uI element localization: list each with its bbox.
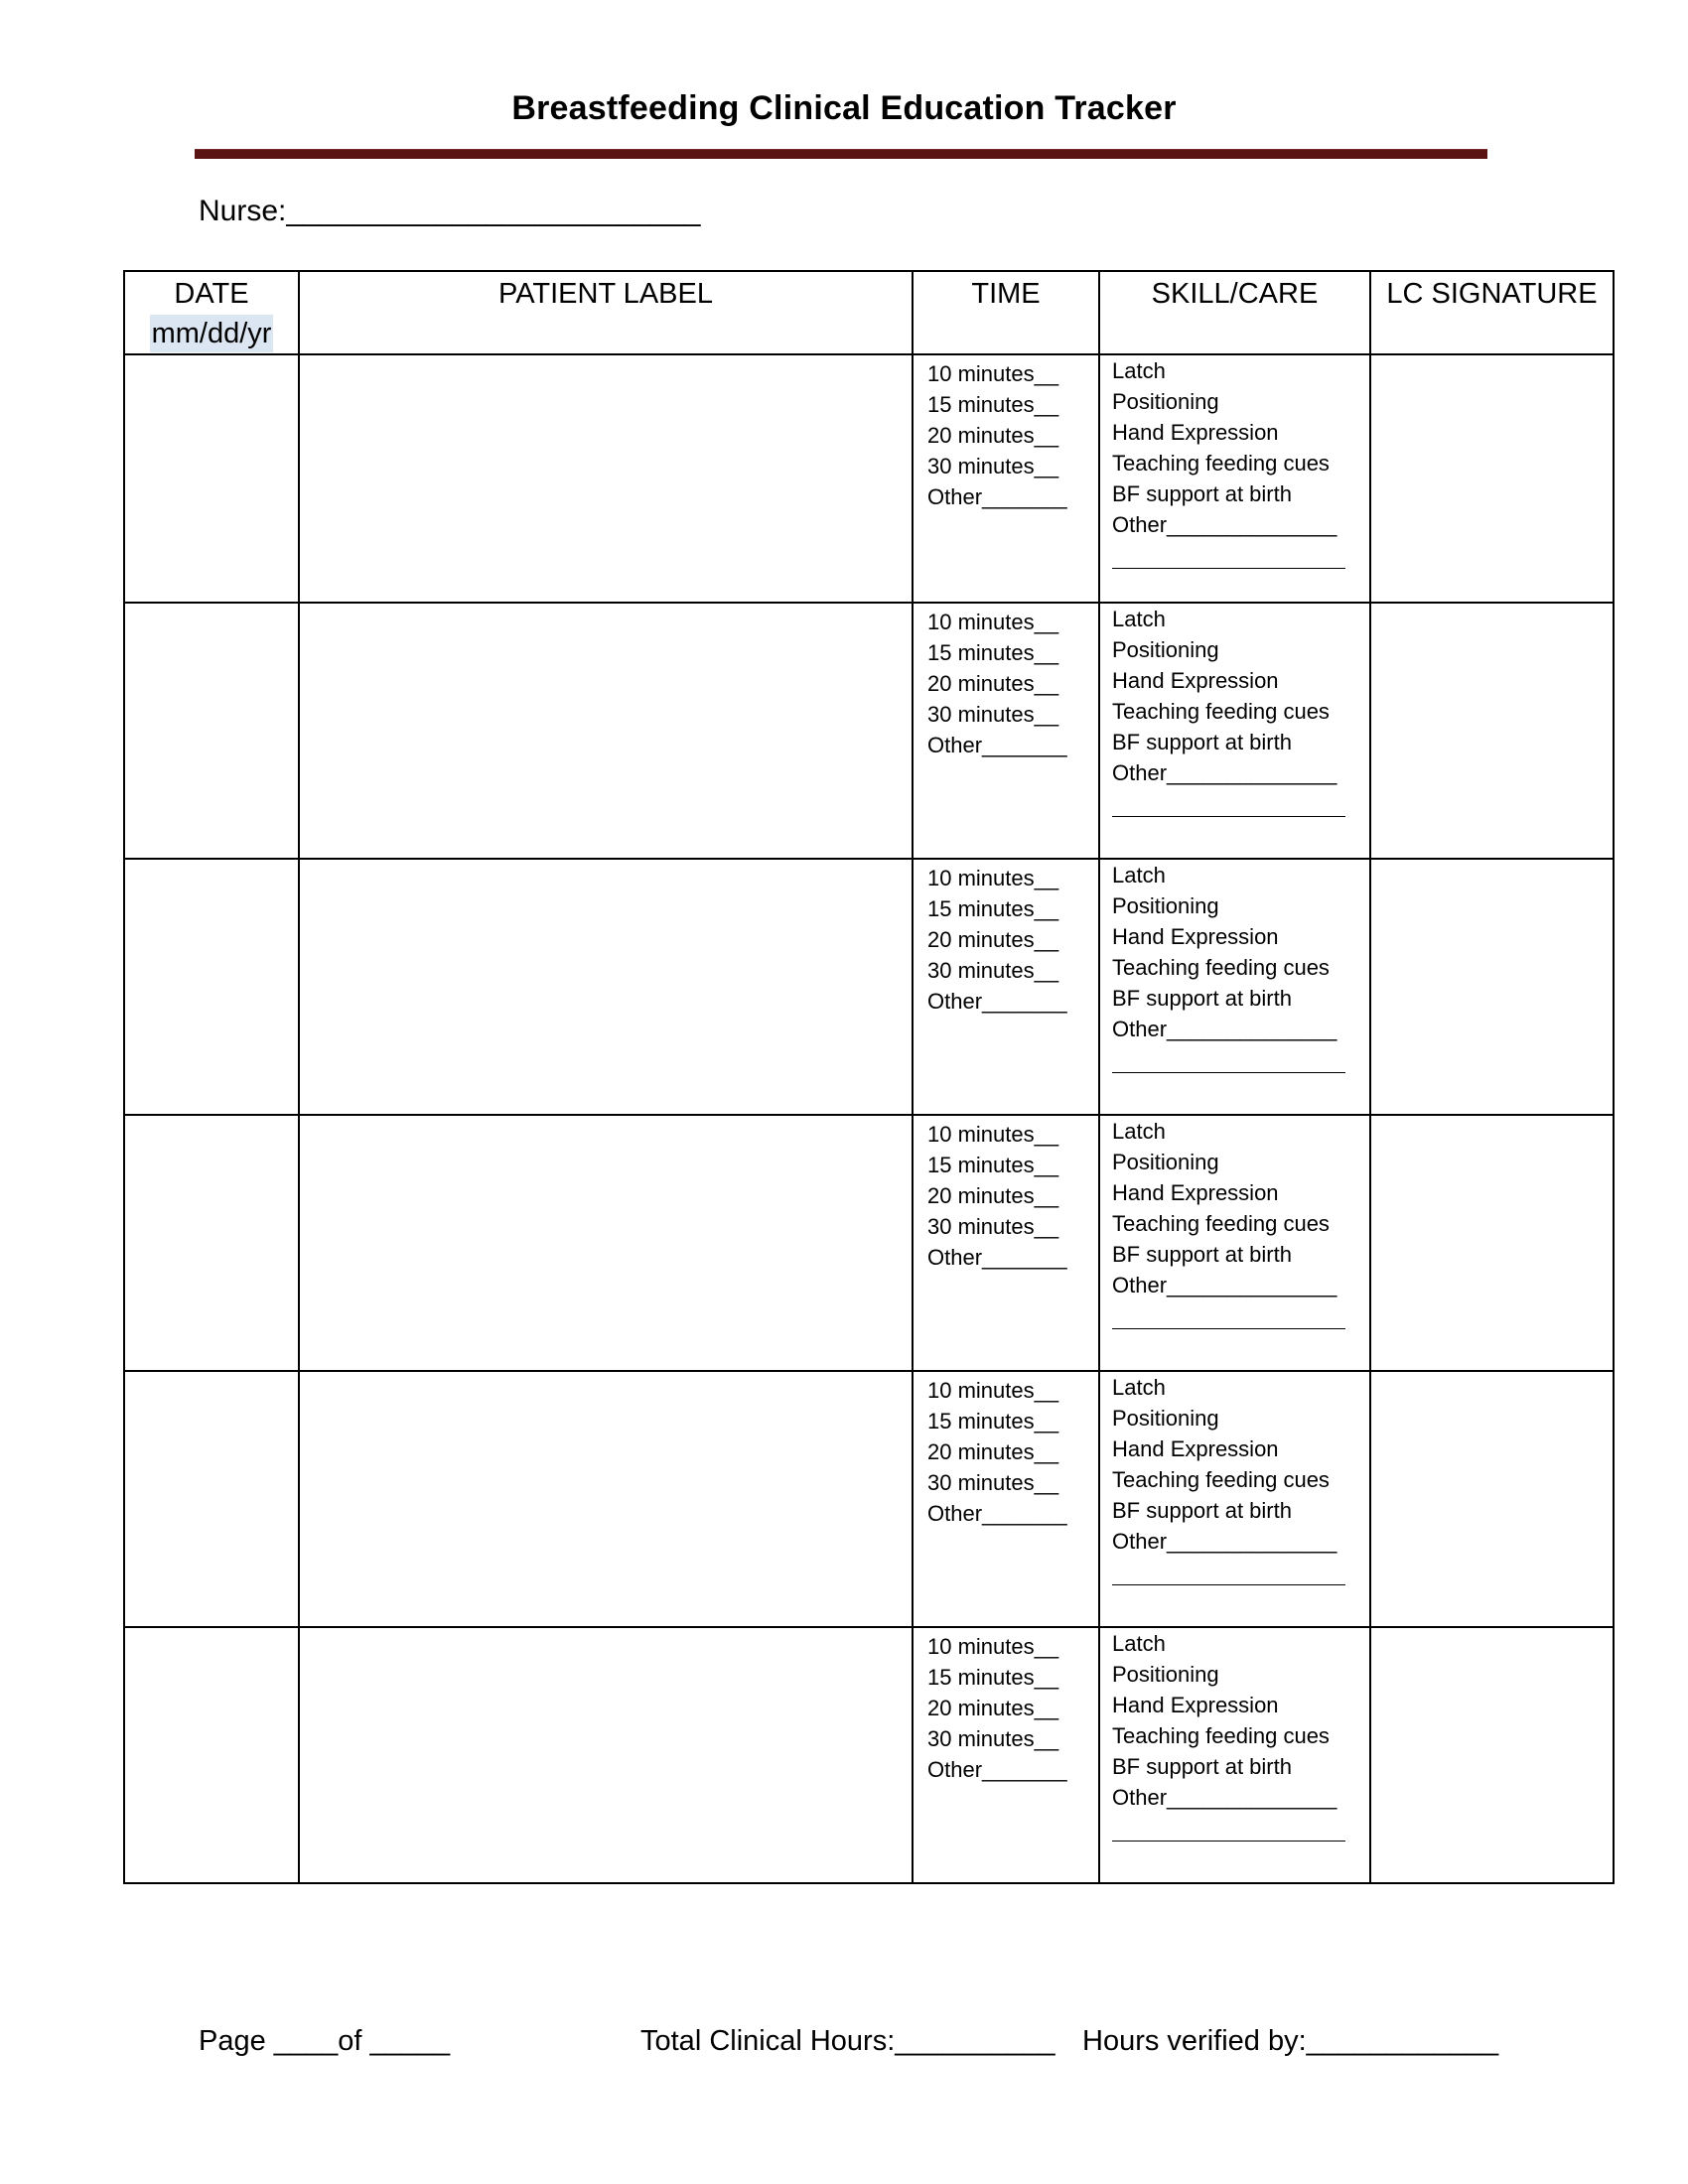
time-option: 15 minutes__: [927, 1409, 1059, 1433]
patient-label-cell[interactable]: [299, 1371, 913, 1627]
time-option: 10 minutes__: [927, 1634, 1059, 1659]
skill-option: Hand Expression: [1112, 1693, 1279, 1717]
header-patient-label: PATIENT LABEL: [299, 271, 913, 354]
skill-option: Latch: [1112, 358, 1166, 383]
date-cell[interactable]: [124, 354, 299, 603]
table-row: [124, 354, 1614, 603]
time-option: 30 minutes__: [927, 454, 1059, 478]
title-underline-rule: [195, 149, 1487, 159]
time-cell[interactable]: [913, 859, 1099, 1115]
skill-option: Teaching feeding cues: [1112, 955, 1330, 980]
page-number-field[interactable]: Page ____of _____: [199, 2025, 451, 2057]
time-option: 20 minutes__: [927, 423, 1059, 448]
skill-option: Latch: [1112, 1119, 1166, 1144]
time-cell[interactable]: [913, 603, 1099, 859]
table-row: [124, 1371, 1614, 1627]
header-date-label: DATE: [174, 278, 249, 310]
time-option: 30 minutes__: [927, 702, 1059, 727]
skill-option: Positioning: [1112, 893, 1219, 918]
time-option: 10 minutes__: [927, 866, 1059, 890]
date-cell[interactable]: [124, 1115, 299, 1371]
date-cell[interactable]: [124, 603, 299, 859]
table-row: [124, 1115, 1614, 1371]
skill-options-list: [1100, 1116, 1369, 1329]
skill-option: BF support at birth: [1112, 481, 1292, 506]
time-cell[interactable]: [913, 1115, 1099, 1371]
skill-option: Positioning: [1112, 1150, 1219, 1174]
lc-signature-cell[interactable]: [1370, 603, 1614, 859]
time-option: 10 minutes__: [927, 610, 1059, 634]
time-cell[interactable]: [913, 1371, 1099, 1627]
header-date: [124, 271, 299, 354]
date-cell[interactable]: [124, 1371, 299, 1627]
lc-signature-cell[interactable]: [1370, 859, 1614, 1115]
skill-options-list: [1100, 1372, 1369, 1585]
time-option: 15 minutes__: [927, 896, 1059, 921]
skill-other-blank-line: [1112, 1817, 1345, 1842]
skill-other-blank-line: [1112, 1048, 1345, 1073]
skill-care-cell[interactable]: [1099, 1627, 1370, 1883]
skill-option: Teaching feeding cues: [1112, 1467, 1330, 1492]
skill-option: Other______________: [1112, 1785, 1337, 1810]
time-option: 15 minutes__: [927, 1665, 1059, 1690]
time-option: 20 minutes__: [927, 927, 1059, 952]
time-option: 30 minutes__: [927, 1470, 1059, 1495]
skill-options-list: [1100, 860, 1369, 1073]
header-time: TIME: [913, 271, 1099, 354]
time-option: Other_______: [927, 733, 1067, 757]
time-options-list: [914, 1116, 1098, 1273]
time-option: 20 minutes__: [927, 1439, 1059, 1464]
skill-option: Other______________: [1112, 760, 1337, 785]
skill-option: Latch: [1112, 863, 1166, 887]
table-row: [124, 1627, 1614, 1883]
skill-option: Hand Expression: [1112, 420, 1279, 445]
nurse-name-field[interactable]: Nurse:_________________________: [199, 195, 701, 227]
skill-option: Other______________: [1112, 1273, 1337, 1297]
time-option: 15 minutes__: [927, 1153, 1059, 1177]
skill-option: Latch: [1112, 1631, 1166, 1656]
time-option: Other_______: [927, 989, 1067, 1014]
patient-label-cell[interactable]: [299, 1115, 913, 1371]
skill-option: Other______________: [1112, 512, 1337, 537]
time-options-list: [914, 860, 1098, 1017]
skill-option: Teaching feeding cues: [1112, 1211, 1330, 1236]
skill-option: Hand Expression: [1112, 1436, 1279, 1461]
header-date-format: mm/dd/yr: [150, 315, 274, 352]
time-option: 30 minutes__: [927, 1214, 1059, 1239]
hours-verified-by-field[interactable]: Hours verified by:____________: [1082, 2025, 1499, 2057]
skill-care-cell[interactable]: [1099, 603, 1370, 859]
table-row: [124, 603, 1614, 859]
patient-label-cell[interactable]: [299, 859, 913, 1115]
time-option: Other_______: [927, 1245, 1067, 1270]
lc-signature-cell[interactable]: [1370, 354, 1614, 603]
header-skill-care: SKILL/CARE: [1099, 271, 1370, 354]
time-option: Other_______: [927, 484, 1067, 509]
skill-option: BF support at birth: [1112, 1242, 1292, 1267]
skill-other-blank-line: [1112, 792, 1345, 817]
time-options-list: [914, 355, 1098, 512]
date-cell[interactable]: [124, 859, 299, 1115]
patient-label-cell[interactable]: [299, 354, 913, 603]
skill-option: BF support at birth: [1112, 730, 1292, 754]
skill-care-cell[interactable]: [1099, 354, 1370, 603]
skill-option: Positioning: [1112, 637, 1219, 662]
skill-option: Other______________: [1112, 1529, 1337, 1554]
skill-options-list: [1100, 355, 1369, 569]
time-option: 10 minutes__: [927, 361, 1059, 386]
skill-option: Hand Expression: [1112, 1180, 1279, 1205]
skill-other-blank-line: [1112, 1304, 1345, 1329]
lc-signature-cell[interactable]: [1370, 1371, 1614, 1627]
skill-option: Teaching feeding cues: [1112, 451, 1330, 476]
time-cell[interactable]: [913, 354, 1099, 603]
time-option: 15 minutes__: [927, 392, 1059, 417]
time-cell[interactable]: [913, 1627, 1099, 1883]
skill-options-list: [1100, 1628, 1369, 1842]
skill-option: Hand Expression: [1112, 668, 1279, 693]
skill-option: BF support at birth: [1112, 986, 1292, 1011]
skill-option: Teaching feeding cues: [1112, 699, 1330, 724]
skill-option: Teaching feeding cues: [1112, 1723, 1330, 1748]
time-option: 20 minutes__: [927, 1183, 1059, 1208]
patient-label-cell[interactable]: [299, 603, 913, 859]
table-header-row: [124, 271, 1614, 354]
lc-signature-cell[interactable]: [1370, 1627, 1614, 1883]
skill-option: Latch: [1112, 607, 1166, 631]
skill-care-cell[interactable]: [1099, 859, 1370, 1115]
time-option: Other_______: [927, 1757, 1067, 1782]
time-option: 15 minutes__: [927, 640, 1059, 665]
skill-option: Latch: [1112, 1375, 1166, 1400]
document-title: Breastfeeding Clinical Education Tracker: [511, 89, 1177, 127]
time-option: 30 minutes__: [927, 958, 1059, 983]
time-option: 10 minutes__: [927, 1122, 1059, 1147]
time-option: 30 minutes__: [927, 1726, 1059, 1751]
skill-options-list: [1100, 604, 1369, 817]
time-options-list: [914, 604, 1098, 760]
skill-option: Positioning: [1112, 389, 1219, 414]
education-tracker-table: [123, 270, 1615, 1884]
skill-option: BF support at birth: [1112, 1754, 1292, 1779]
time-option: 20 minutes__: [927, 671, 1059, 696]
time-option: Other_______: [927, 1501, 1067, 1526]
skill-care-cell[interactable]: [1099, 1115, 1370, 1371]
skill-option: BF support at birth: [1112, 1498, 1292, 1523]
lc-signature-cell[interactable]: [1370, 1115, 1614, 1371]
skill-option: Positioning: [1112, 1662, 1219, 1687]
time-options-list: [914, 1628, 1098, 1785]
skill-option: Positioning: [1112, 1406, 1219, 1431]
skill-option: Other______________: [1112, 1017, 1337, 1041]
date-cell[interactable]: [124, 1627, 299, 1883]
time-options-list: [914, 1372, 1098, 1529]
skill-care-cell[interactable]: [1099, 1371, 1370, 1627]
table-row: [124, 859, 1614, 1115]
total-clinical-hours-field[interactable]: Total Clinical Hours:__________: [640, 2025, 1055, 2057]
patient-label-cell[interactable]: [299, 1627, 913, 1883]
time-option: 10 minutes__: [927, 1378, 1059, 1403]
header-lc-signature: LC SIGNATURE: [1370, 271, 1614, 354]
skill-other-blank-line: [1112, 544, 1345, 569]
skill-option: Hand Expression: [1112, 924, 1279, 949]
skill-other-blank-line: [1112, 1561, 1345, 1585]
time-option: 20 minutes__: [927, 1696, 1059, 1720]
